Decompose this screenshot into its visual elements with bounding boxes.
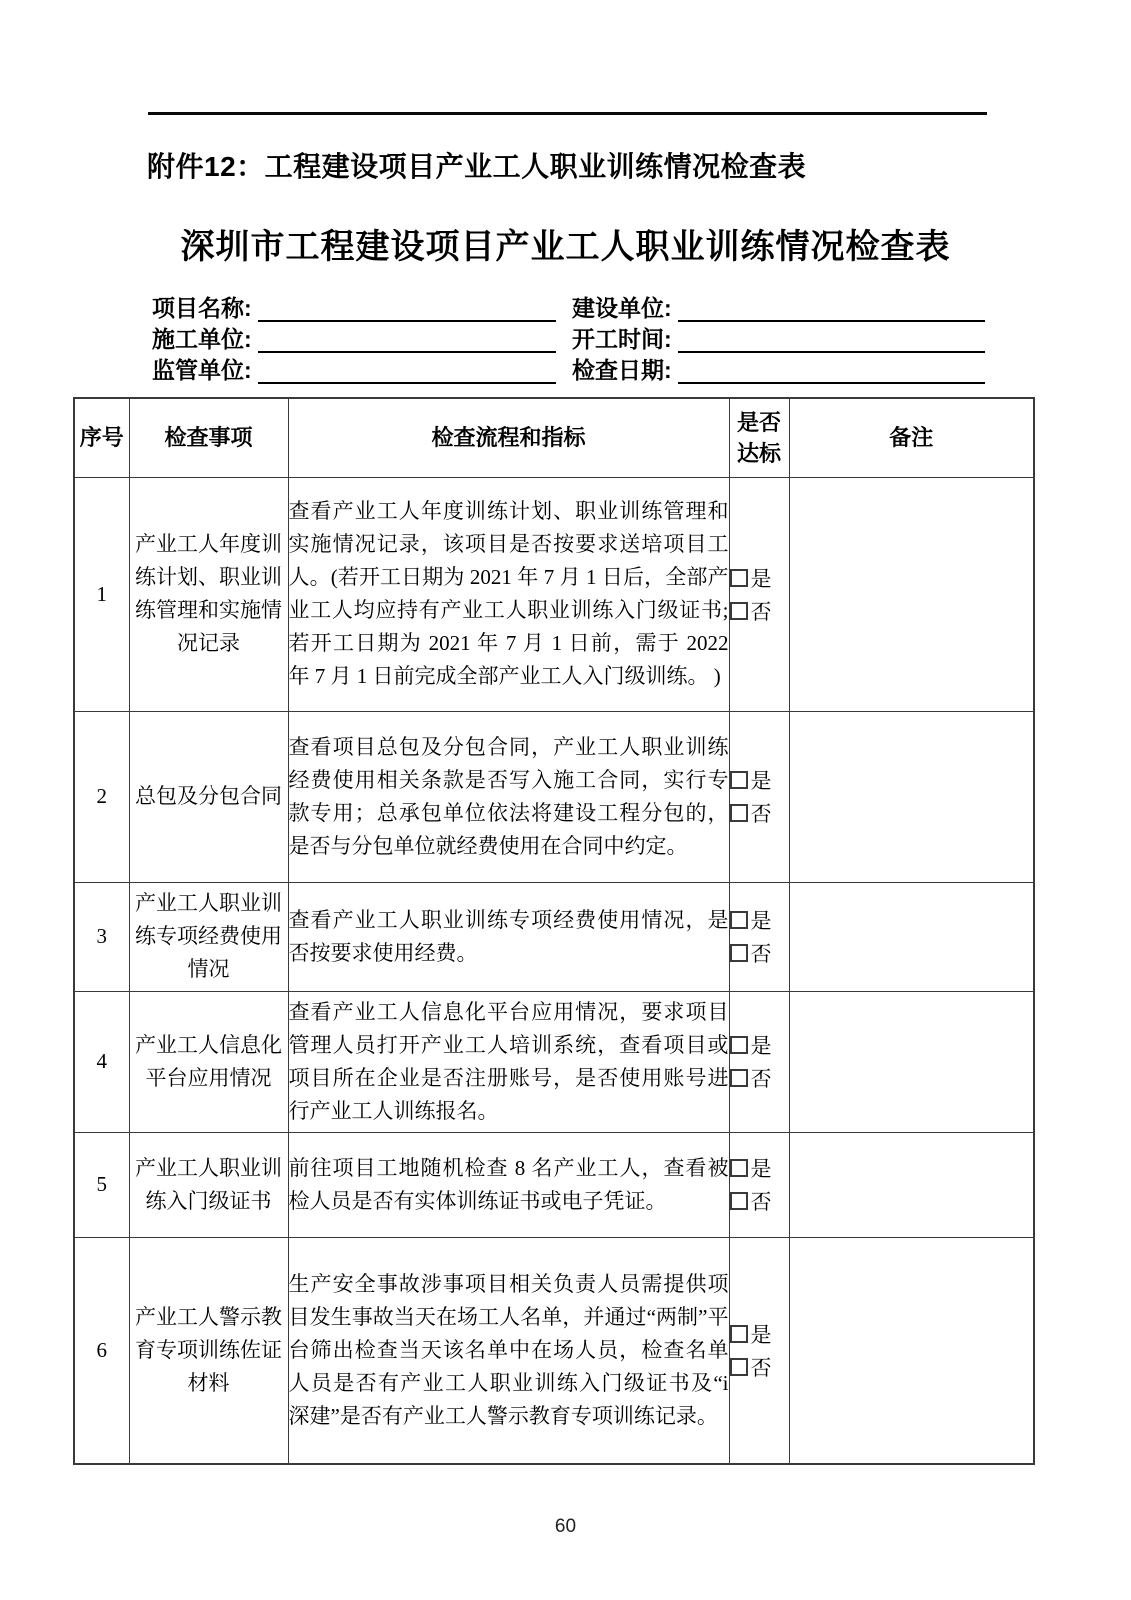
checkbox-yes-box [730,1036,748,1054]
checkbox-no-label: 否 [750,1067,772,1091]
form-header-fields [152,291,985,384]
checkbox-yes-box [730,1159,748,1177]
row-procedure: 查看产业工人年度训练计划、职业训练管理和实施情况记录，该项目是否按要求送培项目工人。(若开工日期为 2021 年 7 月 1 日后，全部产业工人均应持有产业工人职业训练入门级证书;若开工日期为 2021 年 7 月 1 日前，需于 2022 年 7 月 1 日前完成全部产业工人入门级训练。 ) [288,477,729,711]
checkbox-yes-box [730,1325,748,1343]
form-row [152,322,985,353]
row-remark-cell[interactable] [789,711,1034,882]
checkbox-no-box [730,1069,748,1087]
inspection-date-input[interactable] [678,358,985,384]
row-seq: 3 [74,882,129,991]
construction-unit-label: 建设单位: [572,295,672,321]
checkbox-yes-box [730,911,748,929]
checkbox-no[interactable] [730,1062,789,1095]
checkbox-yes[interactable] [730,1029,789,1062]
checkbox-no[interactable] [730,1350,789,1383]
checkbox-no-label: 否 [750,802,772,826]
checkbox-yes-box [730,569,748,587]
table-row [74,1237,1034,1464]
checkbox-yes-label: 是 [750,1322,772,1347]
row-qualified [729,1237,789,1464]
row-item: 产业工人警示教育专项训练佐证材料 [129,1237,288,1464]
table-row [74,1132,1034,1237]
page-number: 60 [554,1516,577,1537]
field-start-date [572,322,985,353]
contractor-unit-input[interactable] [258,327,556,353]
supervision-unit-input[interactable] [258,358,556,384]
row-qualified [729,882,789,991]
form-row [152,353,985,384]
header-seq: 序号 [74,398,129,477]
contractor-unit-label: 施工单位: [152,326,252,352]
checkbox-yes[interactable] [730,1152,789,1185]
checkbox-no[interactable] [730,594,789,627]
row-procedure: 前往项目工地随机检查 8 名产业工人，查看被检人员是否有实体训练证书或电子凭证。 [288,1132,729,1237]
checkbox-yes-label: 是 [750,769,772,793]
start-date-input[interactable] [678,327,985,353]
row-seq: 2 [74,711,129,882]
checkbox-yes-label: 是 [750,1157,772,1181]
row-seq: 5 [74,1132,129,1237]
checkbox-no-label: 否 [750,1190,772,1214]
checkbox-no-box [730,1358,748,1376]
row-item: 产业工人职业训练入门级证书 [129,1132,288,1237]
checkbox-no-label: 否 [750,942,772,966]
form-row [152,291,985,322]
row-remark-cell[interactable] [789,991,1034,1132]
row-remark-cell[interactable] [789,1132,1034,1237]
field-contractor-unit [152,322,556,353]
start-date-label: 开工时间: [572,326,672,352]
row-procedure: 查看产业工人职业训练专项经费使用情况，是否按要求使用经费。 [288,882,729,991]
row-item: 产业工人信息化平台应用情况 [129,991,288,1132]
checkbox-no[interactable] [730,937,789,970]
checkbox-yes[interactable] [730,764,789,797]
field-supervision-unit [152,353,556,384]
checkbox-no-label: 否 [750,1355,772,1380]
header-remark: 备注 [789,398,1034,477]
checkbox-no-box [730,602,748,620]
checkbox-yes-label: 是 [750,909,772,933]
project-name-input[interactable] [258,296,556,322]
row-seq: 4 [74,991,129,1132]
header-item: 检查事项 [129,398,288,477]
checkbox-no-box [730,804,748,822]
header-qualified: 是否达标 [729,398,789,477]
header-procedure: 检查流程和指标 [288,398,729,477]
attachment-title: 附件12：工程建设项目产业工人职业训练情况检查表 [147,151,807,182]
project-name-label: 项目名称: [152,295,252,321]
checkbox-no[interactable] [730,1185,789,1218]
row-qualified [729,477,789,711]
row-qualified [729,1132,789,1237]
row-qualified [729,991,789,1132]
row-item: 产业工人年度训练计划、职业训练管理和实施情况记录 [129,477,288,711]
row-seq: 1 [74,477,129,711]
field-construction-unit [572,291,985,322]
checkbox-no-box [730,944,748,962]
row-procedure: 查看项目总包及分包合同，产业工人职业训练经费使用相关条款是否写入施工合同，实行专款专用；总承包单位依法将建设工程分包的，是否与分包单位就经费使用在合同中约定。 [288,711,729,882]
row-remark-cell[interactable] [789,882,1034,991]
inspection-table [73,397,1035,1465]
row-procedure: 生产安全事故涉事项目相关负责人员需提供项目发生事故当天在场工人名单，并通过“两制”平台筛出检查当天该名单中在场人员，检查名单人员是否有产业工人职业训练入门级证书及“i 深建”是否有产业工人警示教育专项训练记录。 [288,1237,729,1464]
checkbox-yes[interactable] [730,1317,789,1350]
field-inspection-date [572,353,985,384]
checkbox-yes-label: 是 [750,1034,772,1058]
checkbox-yes-label: 是 [750,566,772,591]
header-rule [148,112,987,115]
checkbox-yes-box [730,771,748,789]
page-title: 深圳市工程建设项目产业工人职业训练情况检查表 [180,228,951,266]
field-project-name [152,291,556,322]
row-qualified [729,711,789,882]
row-item: 产业工人职业训练专项经费使用情况 [129,882,288,991]
row-procedure: 查看产业工人信息化平台应用情况，要求项目管理人员打开产业工人培训系统，查看项目或项目所在企业是否注册账号，是否使用账号进行产业工人训练报名。 [288,991,729,1132]
row-item: 总包及分包合同 [129,711,288,882]
inspection-date-label: 检查日期: [572,357,672,383]
table-row [74,711,1034,882]
row-remark-cell[interactable] [789,477,1034,711]
row-seq: 6 [74,1237,129,1464]
checkbox-no[interactable] [730,797,789,830]
table-row [74,882,1034,991]
table-header-row [74,398,1034,477]
construction-unit-input[interactable] [678,296,985,322]
checkbox-no-label: 否 [750,599,772,624]
row-remark-cell[interactable] [789,1237,1034,1464]
checkbox-yes[interactable] [730,904,789,937]
table-row [74,477,1034,711]
checkbox-yes[interactable] [730,561,789,594]
checkbox-no-box [730,1192,748,1210]
supervision-unit-label: 监管单位: [152,357,252,383]
table-row [74,991,1034,1132]
